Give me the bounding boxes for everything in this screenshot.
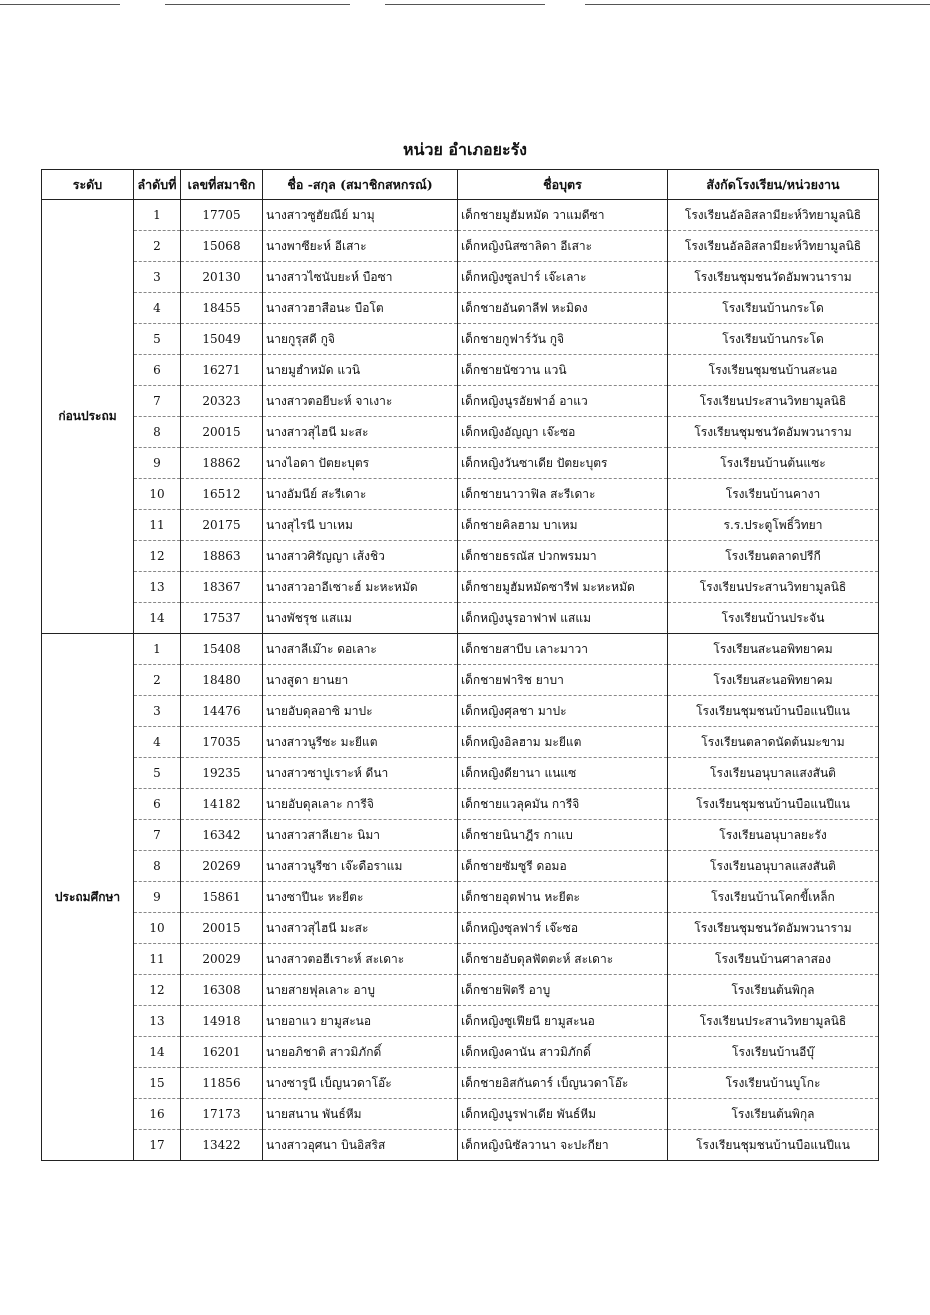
member-id-cell: 16201 — [181, 1037, 263, 1068]
order-cell: 8 — [134, 417, 181, 448]
school-cell: ร.ร.ประตูโพธิ์วิทยา — [668, 510, 879, 541]
member-id-cell: 17537 — [181, 603, 263, 634]
member-name-cell: นายกูรุสดี กูจิ — [263, 324, 458, 355]
order-cell: 13 — [134, 572, 181, 603]
member-name-cell: นางสาวฮาสือนะ บือโต — [263, 293, 458, 324]
child-name-cell: เด็กหญิงดียานา แนแซ — [458, 758, 668, 789]
child-name-cell: เด็กหญิงนูรอาฟาฟ แสแม — [458, 603, 668, 634]
school-cell: โรงเรียนชุมชนวัดอัมพวนาราม — [668, 913, 879, 944]
member-name-cell: นายอับดุลเลาะ การีจิ — [263, 789, 458, 820]
school-cell: โรงเรียนประสานวิทยามูลนิธิ — [668, 572, 879, 603]
member-id-cell: 17173 — [181, 1099, 263, 1130]
order-cell: 10 — [134, 479, 181, 510]
table-row — [42, 386, 879, 417]
member-name-cell: นางซาปีนะ หะยีตะ — [263, 882, 458, 913]
order-cell: 8 — [134, 851, 181, 882]
school-cell: โรงเรียนบ้านประจัน — [668, 603, 879, 634]
member-id-cell: 20269 — [181, 851, 263, 882]
table-row — [42, 324, 879, 355]
member-id-cell: 16308 — [181, 975, 263, 1006]
member-id-cell: 16271 — [181, 355, 263, 386]
scan-edge-line — [165, 4, 350, 5]
member-name-cell: นางสาวนูรีซา เจ๊ะดือราแม — [263, 851, 458, 882]
child-name-cell: เด็กชายกูฟาร์วัน กูจิ — [458, 324, 668, 355]
school-cell: โรงเรียนบ้านกระโด — [668, 324, 879, 355]
level-cell: ประถมศึกษา — [42, 634, 134, 1161]
school-cell: โรงเรียนตลาดนัดต้นมะขาม — [668, 727, 879, 758]
member-id-cell: 13422 — [181, 1130, 263, 1161]
table-row — [42, 882, 879, 913]
table-row — [42, 944, 879, 975]
table-row — [42, 1006, 879, 1037]
school-cell: โรงเรียนชุมชนบ้านสะนอ — [668, 355, 879, 386]
table-row — [42, 541, 879, 572]
member-name-cell: นางสาวตอฮีเราะห์ สะเดาะ — [263, 944, 458, 975]
child-name-cell: เด็กชายอันดาลีฟ หะมิดง — [458, 293, 668, 324]
page-title: หน่วย อำเภอยะรัง — [402, 140, 527, 159]
member-name-cell: นางสาวสุไฮนี มะสะ — [263, 913, 458, 944]
child-name-cell: เด็กหญิงนิสซาลิดา อีเสาะ — [458, 231, 668, 262]
table-row — [42, 665, 879, 696]
table-row — [42, 417, 879, 448]
table-row — [42, 293, 879, 324]
order-cell: 5 — [134, 324, 181, 355]
school-cell: โรงเรียนชุมชนวัดอัมพวนาราม — [668, 417, 879, 448]
child-name-cell: เด็กหญิงคานัน สาวมิภักดิ์ — [458, 1037, 668, 1068]
member-id-cell: 18367 — [181, 572, 263, 603]
child-name-cell: เด็กชายคิลฮาม บาเหม — [458, 510, 668, 541]
member-name-cell: นายอาแว ยามูสะนอ — [263, 1006, 458, 1037]
table-row — [42, 479, 879, 510]
member-name-cell: นางสาวไซนับยะห์ บือซา — [263, 262, 458, 293]
child-name-cell: เด็กหญิงอัญญา เจ๊ะซอ — [458, 417, 668, 448]
school-cell: โรงเรียนอนุบาลแสงสันติ — [668, 758, 879, 789]
member-id-cell: 19235 — [181, 758, 263, 789]
scan-edge-line — [0, 4, 120, 5]
child-name-cell: เด็กชายฟาริช ยาบา — [458, 665, 668, 696]
school-cell: โรงเรียนอัลอิสลามียะห์วิทยามูลนิธิ — [668, 200, 879, 231]
table-row — [42, 789, 879, 820]
order-cell: 6 — [134, 355, 181, 386]
member-id-cell: 16342 — [181, 820, 263, 851]
child-name-cell: เด็กชายแวลุคมัน การีจิ — [458, 789, 668, 820]
table-row — [42, 851, 879, 882]
scan-edge-line — [585, 4, 930, 5]
header-member-name: ชื่อ -สกุล (สมาชิกสหกรณ์) — [263, 170, 458, 200]
member-id-cell: 18480 — [181, 665, 263, 696]
member-name-cell: นางไอดา ปัตยะบุตร — [263, 448, 458, 479]
child-name-cell: เด็กชายฟิตรี อาบู — [458, 975, 668, 1006]
member-id-cell: 14182 — [181, 789, 263, 820]
child-name-cell: เด็กหญิงซูเฟียนี ยามูสะนอ — [458, 1006, 668, 1037]
table-row — [42, 1099, 879, 1130]
school-cell: โรงเรียนประสานวิทยามูลนิธิ — [668, 386, 879, 417]
header-order: ลำดับที่ — [134, 170, 181, 200]
order-cell: 10 — [134, 913, 181, 944]
order-cell: 14 — [134, 1037, 181, 1068]
table-row — [42, 262, 879, 293]
scholarship-table — [41, 169, 879, 1161]
member-id-cell: 15861 — [181, 882, 263, 913]
member-id-cell: 18862 — [181, 448, 263, 479]
member-name-cell: นางสาวซาปูเราะห์ ดีนา — [263, 758, 458, 789]
child-name-cell: เด็กหญิงซูลปาร์ เจ๊ะเลาะ — [458, 262, 668, 293]
child-name-cell: เด็กชายซัมซูรี ดอมอ — [458, 851, 668, 882]
header-level: ระดับ — [42, 170, 134, 200]
school-cell: โรงเรียนบ้านต้นแซะ — [668, 448, 879, 479]
member-name-cell: นางพัชรุช แสแม — [263, 603, 458, 634]
member-id-cell: 15049 — [181, 324, 263, 355]
school-cell: โรงเรียนอนุบาลแสงสันติ — [668, 851, 879, 882]
order-cell: 4 — [134, 727, 181, 758]
member-id-cell: 15068 — [181, 231, 263, 262]
order-cell: 3 — [134, 262, 181, 293]
table-row — [42, 696, 879, 727]
member-name-cell: นางสาวศิรัญญา เส้งชิว — [263, 541, 458, 572]
member-id-cell: 20015 — [181, 913, 263, 944]
table-row — [42, 975, 879, 1006]
child-name-cell: เด็กหญิงนิซัลวานา จะปะกียา — [458, 1130, 668, 1161]
member-name-cell: นางสาลีเม๊าะ ดอเลาะ — [263, 634, 458, 665]
table-row — [42, 355, 879, 386]
member-id-cell: 14476 — [181, 696, 263, 727]
order-cell: 11 — [134, 944, 181, 975]
order-cell: 15 — [134, 1068, 181, 1099]
school-cell: โรงเรียนอัลอิสลามียะห์วิทยามูลนิธิ — [668, 231, 879, 262]
order-cell: 17 — [134, 1130, 181, 1161]
school-cell: โรงเรียนชุมชนบ้านบือแนปีแน — [668, 1130, 879, 1161]
school-cell: โรงเรียนสะนอพิทยาคม — [668, 634, 879, 665]
table-row — [42, 1068, 879, 1099]
member-name-cell: นางสาวอาอีเซาะฮ์ มะหะหมัด — [263, 572, 458, 603]
order-cell: 1 — [134, 200, 181, 231]
child-name-cell: เด็กหญิงนูรอัยฟาอ์ อาแว — [458, 386, 668, 417]
school-cell: โรงเรียนสะนอพิทยาคม — [668, 665, 879, 696]
member-id-cell: 20130 — [181, 262, 263, 293]
member-name-cell: นางสาวสุไฮนี มะสะ — [263, 417, 458, 448]
header-member-id: เลขที่สมาชิก — [181, 170, 263, 200]
member-name-cell: นายสายฟุลเลาะ อาบู — [263, 975, 458, 1006]
order-cell: 12 — [134, 975, 181, 1006]
order-cell: 13 — [134, 1006, 181, 1037]
member-id-cell: 14918 — [181, 1006, 263, 1037]
order-cell: 5 — [134, 758, 181, 789]
child-name-cell: เด็กชายมูฮัมหมัดซารีฟ มะหะหมัด — [458, 572, 668, 603]
school-cell: โรงเรียนชุมชนบ้านบือแนปีแน — [668, 789, 879, 820]
order-cell: 14 — [134, 603, 181, 634]
member-name-cell: นางสาวซูฮัยณีย์ มามุ — [263, 200, 458, 231]
order-cell: 6 — [134, 789, 181, 820]
header-child-name: ชื่อบุตร — [458, 170, 668, 200]
table-row — [42, 1130, 879, 1161]
school-cell: โรงเรียนชุมชนวัดอัมพวนาราม — [668, 262, 879, 293]
order-cell: 9 — [134, 448, 181, 479]
school-cell: โรงเรียนบ้านอีบุ๊ — [668, 1037, 879, 1068]
member-name-cell: นางสาวตอยีบะห์ จาเงาะ — [263, 386, 458, 417]
child-name-cell: เด็กชายอิสกันดาร์ เบ็ญนวดาโอ๊ะ — [458, 1068, 668, 1099]
table-body — [42, 200, 879, 1161]
order-cell: 7 — [134, 820, 181, 851]
table-row — [42, 913, 879, 944]
order-cell: 9 — [134, 882, 181, 913]
table-row — [42, 603, 879, 634]
child-name-cell: เด็กชายอุตฟาน หะยีตะ — [458, 882, 668, 913]
order-cell: 2 — [134, 665, 181, 696]
member-name-cell: นายอภิชาติ สาวมิภักดิ์ — [263, 1037, 458, 1068]
table-row — [42, 510, 879, 541]
child-name-cell: เด็กหญิงอิลฮาม มะยีแต — [458, 727, 668, 758]
member-name-cell: นางซารูนี เบ็ญนวดาโอ๊ะ — [263, 1068, 458, 1099]
table-row — [42, 727, 879, 758]
table-row — [42, 231, 879, 262]
member-name-cell: นางสาวอุศนา บินอิสริส — [263, 1130, 458, 1161]
table-row — [42, 820, 879, 851]
header-row — [42, 170, 879, 200]
child-name-cell: เด็กชายสาบีบ เลาะมาวา — [458, 634, 668, 665]
school-cell: โรงเรียนชุมชนบ้านบือแนปีแน — [668, 696, 879, 727]
child-name-cell: เด็กหญิงนูรฟาเดีย พันธ์หีม — [458, 1099, 668, 1130]
header-school: สังกัดโรงเรียน/หน่วยงาน — [668, 170, 879, 200]
table-row — [42, 634, 879, 665]
member-id-cell: 11856 — [181, 1068, 263, 1099]
table-row — [42, 1037, 879, 1068]
child-name-cell: เด็กชายมูฮัมหมัด วาแมดีซา — [458, 200, 668, 231]
order-cell: 3 — [134, 696, 181, 727]
member-id-cell: 17705 — [181, 200, 263, 231]
member-id-cell: 20175 — [181, 510, 263, 541]
school-cell: โรงเรียนต้นพิกุล — [668, 975, 879, 1006]
member-id-cell: 16512 — [181, 479, 263, 510]
scan-edge-line — [385, 4, 545, 5]
member-id-cell: 20015 — [181, 417, 263, 448]
level-cell: ก่อนประถม — [42, 200, 134, 634]
order-cell: 4 — [134, 293, 181, 324]
member-name-cell: นายอับดุลอาซิ มาปะ — [263, 696, 458, 727]
school-cell: โรงเรียนบ้านคางา — [668, 479, 879, 510]
member-id-cell: 18455 — [181, 293, 263, 324]
order-cell: 2 — [134, 231, 181, 262]
school-cell: โรงเรียนบ้านบูโกะ — [668, 1068, 879, 1099]
member-name-cell: นางสูดา ยานยา — [263, 665, 458, 696]
member-id-cell: 18863 — [181, 541, 263, 572]
school-cell: โรงเรียนบ้านกระโด — [668, 293, 879, 324]
member-name-cell: นางสุไรนี บาเหม — [263, 510, 458, 541]
member-name-cell: นางสาวสาลีเยาะ นิมา — [263, 820, 458, 851]
member-id-cell: 20323 — [181, 386, 263, 417]
table-row — [42, 200, 879, 231]
table-row — [42, 448, 879, 479]
order-cell: 7 — [134, 386, 181, 417]
school-cell: โรงเรียนประสานวิทยามูลนิธิ — [668, 1006, 879, 1037]
school-cell: โรงเรียนบ้านโคกขี้เหล็ก — [668, 882, 879, 913]
order-cell: 16 — [134, 1099, 181, 1130]
child-name-cell: เด็กหญิงซุลฟาร์ เจ๊ะซอ — [458, 913, 668, 944]
member-id-cell: 17035 — [181, 727, 263, 758]
member-id-cell: 20029 — [181, 944, 263, 975]
member-name-cell: นางสาวนูรีซะ มะยีแต — [263, 727, 458, 758]
table-row — [42, 758, 879, 789]
school-cell: โรงเรียนอนุบาลยะรัง — [668, 820, 879, 851]
child-name-cell: เด็กหญิงวันซาเดีย ปัตยะบุตร — [458, 448, 668, 479]
member-name-cell: นางพาซียะห์ อีเสาะ — [263, 231, 458, 262]
member-name-cell: นายสนาน พันธ์หีม — [263, 1099, 458, 1130]
child-name-cell: เด็กชายธรณัส ปวกพรมมา — [458, 541, 668, 572]
child-name-cell: เด็กชายนัซวาน แวนิ — [458, 355, 668, 386]
school-cell: โรงเรียนต้นพิกุล — [668, 1099, 879, 1130]
order-cell: 12 — [134, 541, 181, 572]
member-name-cell: นางอัมนีย์ สะรีเดาะ — [263, 479, 458, 510]
member-id-cell: 15408 — [181, 634, 263, 665]
child-name-cell: เด็กชายนาวาฟิล สะรีเดาะ — [458, 479, 668, 510]
member-name-cell: นายมูฮำหมัด แวนิ — [263, 355, 458, 386]
child-name-cell: เด็กชายนินาฎีร กาแบ — [458, 820, 668, 851]
school-cell: โรงเรียนบ้านศาลาสอง — [668, 944, 879, 975]
order-cell: 1 — [134, 634, 181, 665]
school-cell: โรงเรียนตลาดปรีกี — [668, 541, 879, 572]
child-name-cell: เด็กหญิงศุลชา มาปะ — [458, 696, 668, 727]
order-cell: 11 — [134, 510, 181, 541]
child-name-cell: เด็กชายอับดุลฟัตตะห์ สะเดาะ — [458, 944, 668, 975]
table-row — [42, 572, 879, 603]
